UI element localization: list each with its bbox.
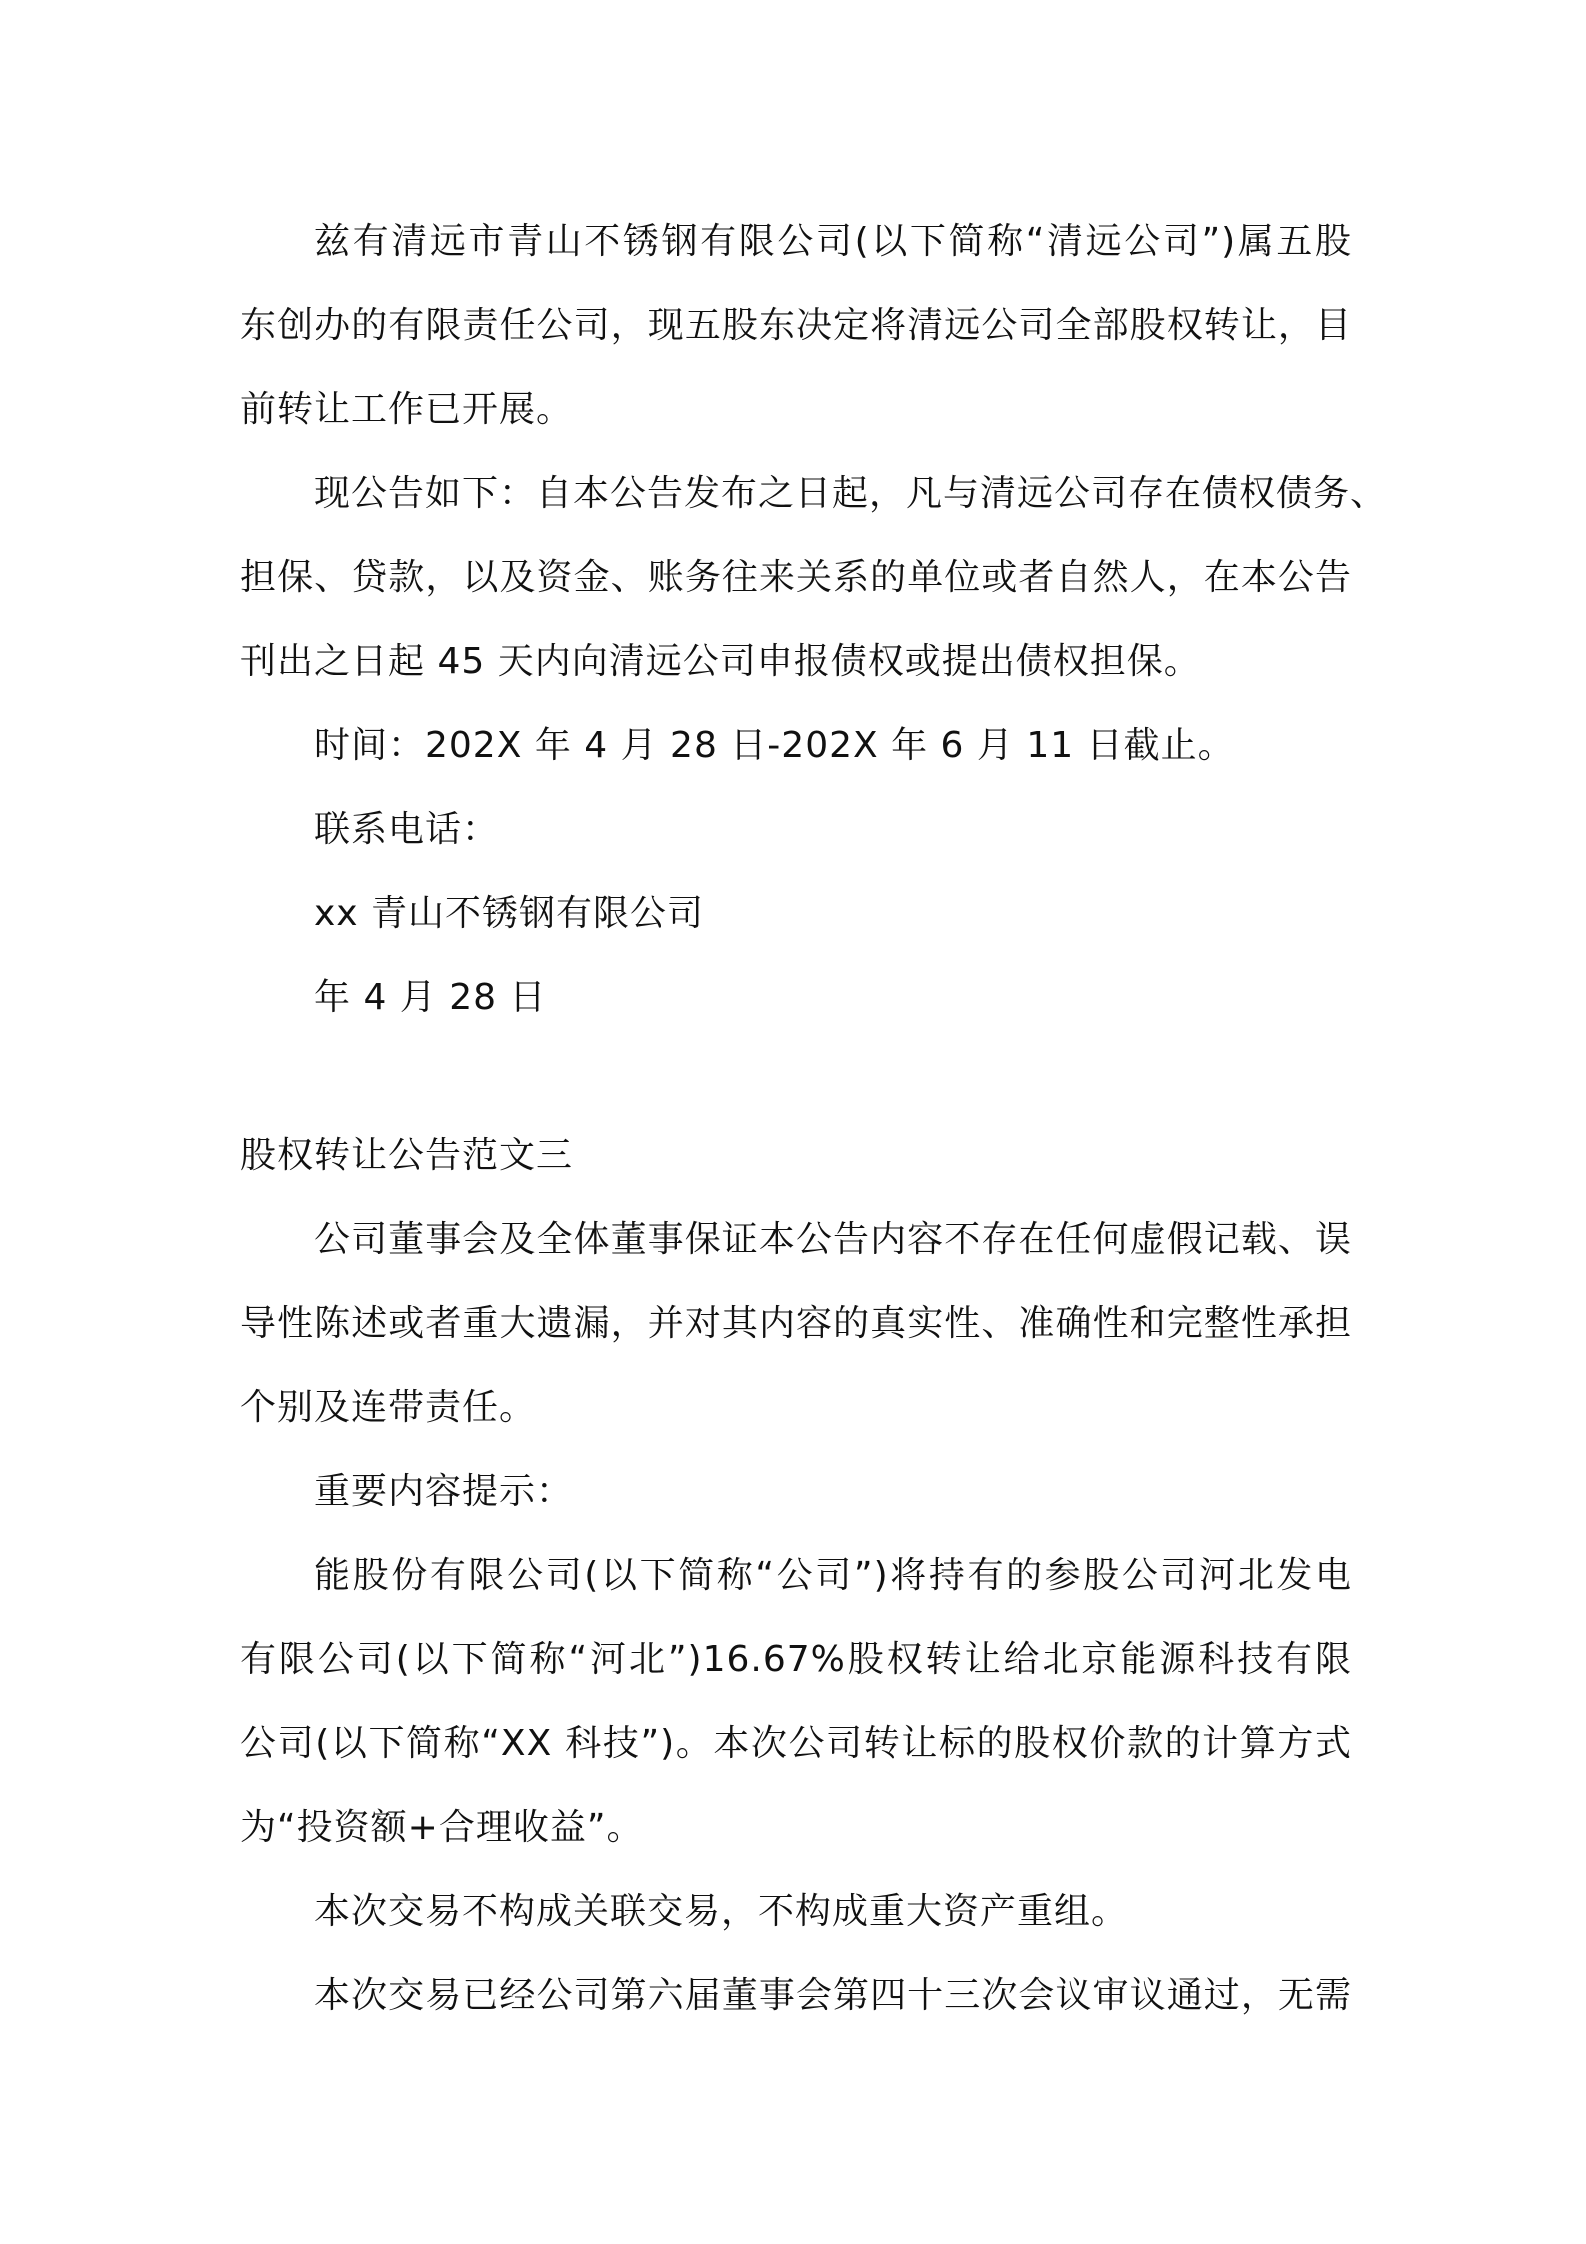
contact-phone-label: 联系电话： — [314, 809, 500, 850]
time-line: 时间：202X 年 4 月 28 日-202X 年 6 月 11 日截止。 — [314, 725, 1235, 766]
important-content-heading: 重要内容提示： — [314, 1471, 574, 1512]
paragraph-4-line-2: 有限公司(以下简称“河北”)16.67%股权转让给北京能源科技有限 — [240, 1639, 1352, 1680]
paragraph-3-line-2: 导性陈述或者重大遗漏，并对其内容的真实性、准确性和完整性承担 — [240, 1303, 1352, 1344]
paragraph-4-line-3: 公司(以下简称“XX 科技”)。本次公司转让标的股权价款的计算方式 — [240, 1723, 1352, 1764]
section-title: 股权转让公告范文三 — [240, 1135, 574, 1176]
section-spacer — [240, 1040, 1352, 1114]
paragraph-2-line-2: 担保、贷款，以及资金、账务往来关系的单位或者自然人，在本公告 — [240, 557, 1352, 598]
paragraph-2-line-1: 现公告如下：自本公告发布之日起，凡与清远公司存在债权债务、 — [314, 473, 1388, 514]
paragraph-3-line-1: 公司董事会及全体董事保证本公告内容不存在任何虚假记载、误 — [314, 1219, 1352, 1260]
signature-date: 年 4 月 28 日 — [314, 977, 547, 1018]
paragraph-3-line-3: 个别及连带责任。 — [240, 1387, 537, 1428]
document-body — [240, 200, 1388, 2038]
paragraph-1-line-1: 兹有清远市青山不锈钢有限公司(以下简称“清远公司”)属五股 — [314, 221, 1352, 262]
paragraph-4-line-1: 能股份有限公司(以下简称“公司”)将持有的参股公司河北发电 — [314, 1555, 1352, 1596]
company-signature: xx 青山不锈钢有限公司 — [314, 893, 705, 934]
paragraph-1-line-3: 前转让工作已开展。 — [240, 389, 574, 430]
paragraph-2-line-3: 刊出之日起 45 天内向清远公司申报债权或提出债权担保。 — [240, 641, 1201, 682]
paragraph-5: 本次交易不构成关联交易，不构成重大资产重组。 — [314, 1891, 1129, 1932]
paragraph-4-line-4: 为“投资额+合理收益”。 — [240, 1807, 644, 1848]
paragraph-1-line-2: 东创办的有限责任公司，现五股东决定将清远公司全部股权转让，目 — [240, 305, 1352, 346]
paragraph-6-line-1: 本次交易已经公司第六届董事会第四十三次会议审议通过，无需 — [314, 1975, 1352, 2016]
